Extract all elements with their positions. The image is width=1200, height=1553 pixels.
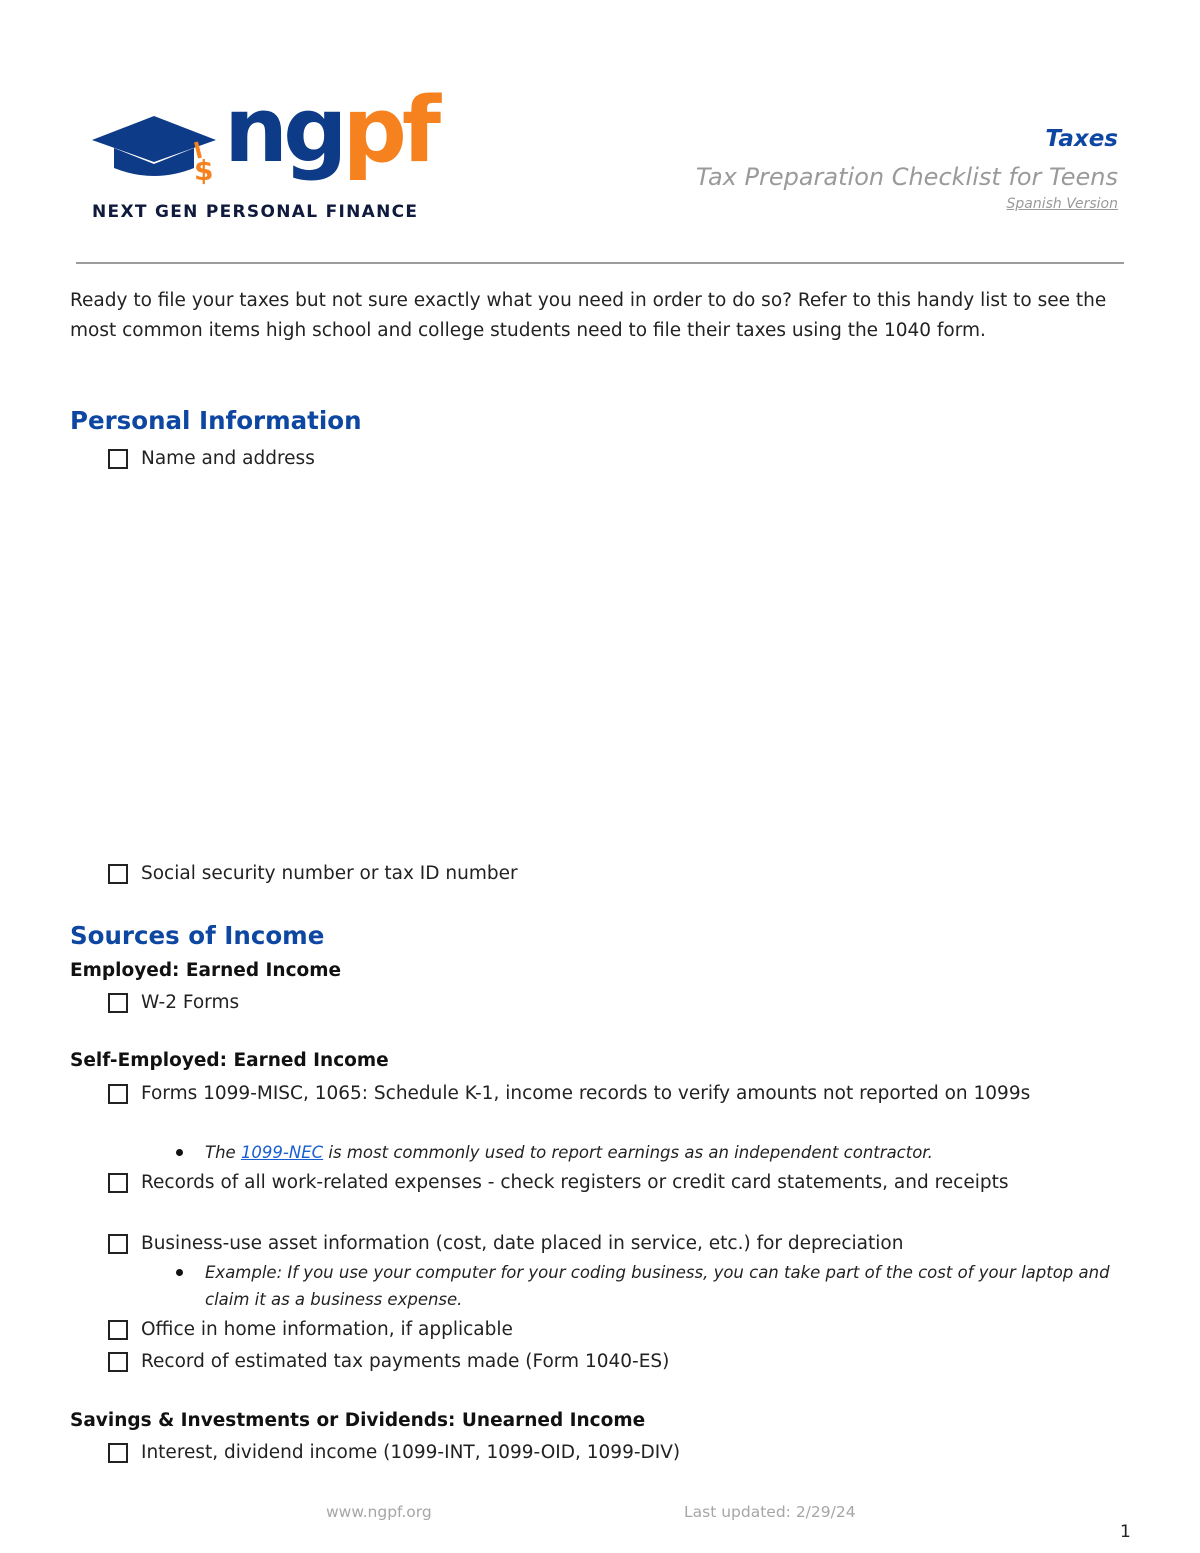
bullet-note [176,1139,1126,1166]
footer-website[interactable]: www.ngpf.org [326,1503,432,1521]
checklist-item-label: Record of estimated tax payments made (Form 1040-ES) [141,1351,670,1372]
checklist-item-label: Interest, dividend income (1099-INT, 1099-OID, 1099-DIV) [141,1442,681,1463]
checklist-item [108,1438,1128,1468]
checklist-item [108,988,1128,1018]
checklist-item-label: Office in home information, if applicable [141,1319,513,1340]
checkbox[interactable] [108,1443,128,1463]
header-divider [76,262,1124,264]
personal-info-heading: Personal Information [70,406,362,435]
checklist-item [108,444,1128,474]
form-1099-nec-link[interactable]: 1099-NEC [240,1143,324,1162]
svg-text:$: $ [194,154,214,186]
footer-last-updated: Last updated: 2/29/24 [684,1503,856,1521]
checkbox[interactable] [108,449,128,469]
ngpf-logo [92,78,437,230]
checkbox[interactable] [108,1320,128,1340]
checklist-item-label: Social security number or tax ID number [141,863,518,884]
checkbox[interactable] [108,1352,128,1372]
bullet-note [176,1259,1126,1313]
checkbox[interactable] [108,864,128,884]
checklist-item-label: W-2 Forms [141,992,240,1013]
intro-paragraph: Ready to file your taxes but not sure exactly what you need in order to do so? Refer to this handy list to see the most common items high school and college students need to file their taxes using the 1040 form. [70,290,1107,341]
bullet-dot [176,1149,183,1156]
sources-of-income-heading: Sources of Income [70,921,325,950]
page-number: 1 [1120,1522,1131,1542]
bullet-note-text: Example: If you use your computer for your coding business, you can take part of the cost of your laptop and claim it as a business expense. [205,1263,1110,1309]
logo-tagline: NEXT GEN PERSONAL FINANCE [92,202,419,222]
checklist-item-label: Records of all work-related expenses - check registers or credit card statements, and receipts [141,1172,1009,1193]
page-title: Taxes [1045,126,1118,152]
checklist-item [108,1229,1128,1259]
page-subtitle: Tax Preparation Checklist for Teens [695,163,1118,191]
bullet-dot [176,1269,183,1276]
checkbox[interactable] [108,1234,128,1254]
checklist-item [108,1347,1128,1377]
checklist-item [108,859,1128,889]
checkbox[interactable] [108,993,128,1013]
checklist-item [108,1079,1128,1109]
ngpf-wordmark: ngpf [224,78,437,183]
savings-heading: Savings & Investments or Dividends: Unearned Income [70,1410,646,1431]
self-employed-heading: Self-Employed: Earned Income [70,1050,389,1071]
checklist-item-label: Forms 1099-MISC, 1065: Schedule K-1, income records to verify amounts not reported on 1099s [141,1083,1031,1104]
spanish-version-link[interactable]: Spanish Version [1006,196,1118,212]
checklist-item-label: Business-use asset information (cost, date placed in service, etc.) for depreciation [141,1233,904,1254]
bullet-note-text: The 1099-NEC is most commonly used to report earnings as an independent contractor. [205,1143,933,1162]
graduation-cap-dollar-icon [92,114,220,186]
checklist-item-label: Name and address [141,448,315,469]
employed-heading: Employed: Earned Income [70,960,342,981]
header-info [558,124,1118,212]
checkbox[interactable] [108,1084,128,1104]
checklist-item [108,1168,1128,1198]
checkbox[interactable] [108,1173,128,1193]
checklist-item [108,1315,1128,1345]
